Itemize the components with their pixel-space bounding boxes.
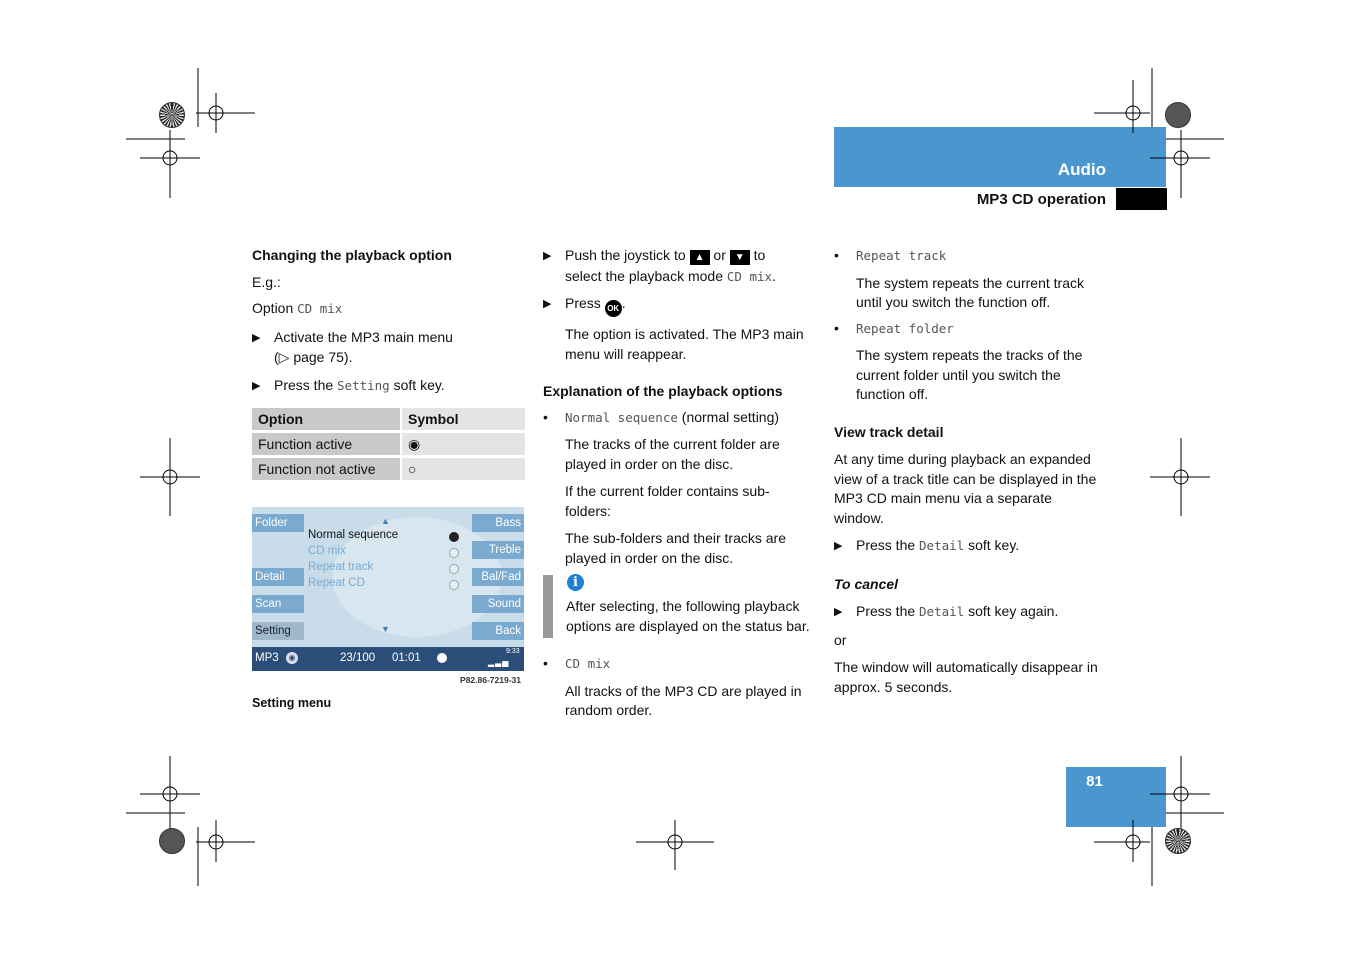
col1-heading: Changing the playback option (252, 247, 452, 263)
cancel-key-name: Detail (919, 604, 965, 619)
normal-sequence-name: Normal sequence (565, 409, 678, 425)
softkey-setting: Setting (252, 622, 304, 640)
cd-mix-desc2: random order. (565, 702, 653, 718)
rf-desc3: function off. (856, 386, 929, 402)
auto-line2: approx. 5 seconds. (834, 678, 953, 695)
cancel-pre: Press the (856, 603, 920, 619)
activated-line2: menu will reappear. (565, 345, 687, 362)
ok-button-icon: OK (605, 300, 622, 317)
info-line1: After selecting, the following playback (566, 598, 800, 614)
subsection-title: MP3 CD operation (976, 191, 1106, 208)
eg-label: E.g.: (252, 273, 281, 290)
vt-line4: window. (834, 509, 884, 526)
softkey-treble: Treble (472, 541, 524, 559)
scroll-down-icon: ▼ (381, 624, 390, 634)
bullet-icon: • (834, 247, 839, 263)
radio-inactive-icon: ○ (402, 458, 525, 480)
normal-desc1b: played in order on the disc. (565, 455, 734, 472)
detail-post: soft key. (964, 537, 1020, 553)
arrow-icon: ▶ (252, 379, 261, 392)
option-value: CD mix (297, 301, 343, 316)
col3-heading: View track detail (834, 423, 944, 440)
softkey-folder: Folder (252, 514, 304, 532)
info-icon: i (567, 574, 584, 591)
normal-desc3a: The sub-folders and their tracks are (565, 530, 786, 546)
step-press-post: soft key. (389, 376, 445, 393)
registration-ring-icon (1165, 828, 1191, 854)
cd-mix-status-icon: ◉ (286, 652, 298, 664)
normal-desc2b: folders: (565, 502, 611, 519)
rt-desc1: The system repeats the current track (856, 274, 1084, 291)
table-header-option: Option (252, 408, 402, 430)
info-line2: options are displayed on the status bar. (566, 617, 810, 634)
cd-mix-desc1: All tracks of the MP3 CD are played in (565, 682, 802, 699)
vt-line2: view of a track title can be displayed in the (834, 470, 1097, 487)
repeat-folder-name: Repeat folder (856, 320, 954, 336)
arrow-icon: ▶ (252, 331, 261, 344)
table-cell-option: Function active (252, 433, 402, 455)
figure-caption: Setting menu (252, 696, 332, 710)
normal-desc2a: If the current folder contains sub- (565, 483, 770, 499)
detail-key-name: Detail (919, 538, 965, 553)
table-header-symbol: Symbol (402, 408, 525, 430)
arrow-icon: ▶ (834, 540, 843, 552)
page-number: 81 (1086, 773, 1103, 790)
cd-mix-name: CD mix (565, 656, 611, 671)
registration-ring-icon (1165, 102, 1191, 128)
softkey-scan: Scan (252, 595, 304, 613)
arrow-icon: ▶ (543, 298, 552, 310)
setting-key-name: Setting (337, 377, 390, 393)
cancel-post: soft key again. (964, 603, 1059, 619)
table-cell-option: Function not active (252, 458, 402, 480)
radio-active-icon: ◉ (402, 433, 525, 455)
rf-desc2: current folder until you switch the (856, 366, 1061, 383)
normal-sequence-suffix: (normal setting) (677, 408, 780, 425)
bullet-icon: • (543, 655, 548, 671)
status-mode: MP3 (255, 652, 279, 664)
arrow-icon: ▶ (543, 250, 552, 262)
push-line2-post: . (772, 267, 776, 284)
normal-desc3b: played in order on the disc. (565, 549, 734, 566)
signal-icon: ▂▃▅ (488, 658, 510, 667)
col2-heading: Explanation of the playback options (543, 383, 783, 399)
auto-line1: The window will automatically disappear in (834, 659, 1098, 675)
status-clock: 9:33 (506, 648, 520, 655)
push-line2-pre: select the playback mode (565, 267, 727, 284)
figure-code: P82.86-7219-31 (460, 675, 521, 685)
push-mode: CD mix (726, 268, 773, 284)
registration-ring-icon (159, 828, 185, 854)
or-word: or (709, 247, 730, 263)
push-pre: Push the joystick to (565, 247, 690, 263)
menu-item-normal-sequence: Normal sequence (308, 529, 399, 541)
softkey-sound: Sound (472, 595, 524, 613)
step-activate-text: Activate the MP3 main menu (274, 328, 453, 345)
vt-line1: At any time during playback an expanded (834, 451, 1091, 467)
push-post: to (749, 247, 766, 263)
normal-desc1a: The tracks of the current folder are (565, 436, 780, 452)
step-activate-ref: (▷ page 75). (274, 349, 353, 365)
softkey-back: Back (472, 622, 524, 640)
option-prefix: Option (252, 300, 298, 316)
menu-item-repeat-track: Repeat track (308, 561, 374, 573)
up-key-icon: ▲ (690, 250, 710, 265)
rf-desc1: The system repeats the tracks of the (856, 347, 1083, 363)
press-post: . (621, 295, 626, 311)
press-word: Press (565, 295, 605, 311)
softkey-detail: Detail (252, 568, 304, 586)
arrow-icon: ▶ (834, 606, 843, 618)
menu-item-cd-mix: CD mix (308, 545, 346, 557)
registration-ring-icon (159, 102, 185, 128)
step-press-pre: Press the (274, 376, 338, 393)
activated-line1: The option is activated. The MP3 main (565, 326, 804, 342)
vt-line3: MP3 CD main menu via a separate (834, 490, 1052, 506)
bullet-icon: • (834, 319, 839, 336)
status-time: 01:01 (392, 652, 421, 664)
or-separator: or (834, 631, 847, 648)
bullet-icon: • (543, 408, 548, 425)
down-key-icon: ▼ (730, 250, 750, 265)
repeat-track-name: Repeat track (856, 248, 947, 263)
section-title: Audio (1057, 160, 1106, 179)
softkey-bass: Bass (472, 514, 524, 532)
scroll-up-icon: ▲ (381, 516, 390, 526)
status-track: 23/100 (340, 652, 376, 664)
menu-item-repeat-cd: Repeat CD (308, 577, 365, 589)
softkey-balfad: Bal/Fad (472, 568, 524, 586)
detail-pre: Press the (856, 537, 920, 553)
rt-desc2: until you switch the function off. (856, 294, 1051, 310)
cancel-heading: To cancel (834, 575, 899, 592)
